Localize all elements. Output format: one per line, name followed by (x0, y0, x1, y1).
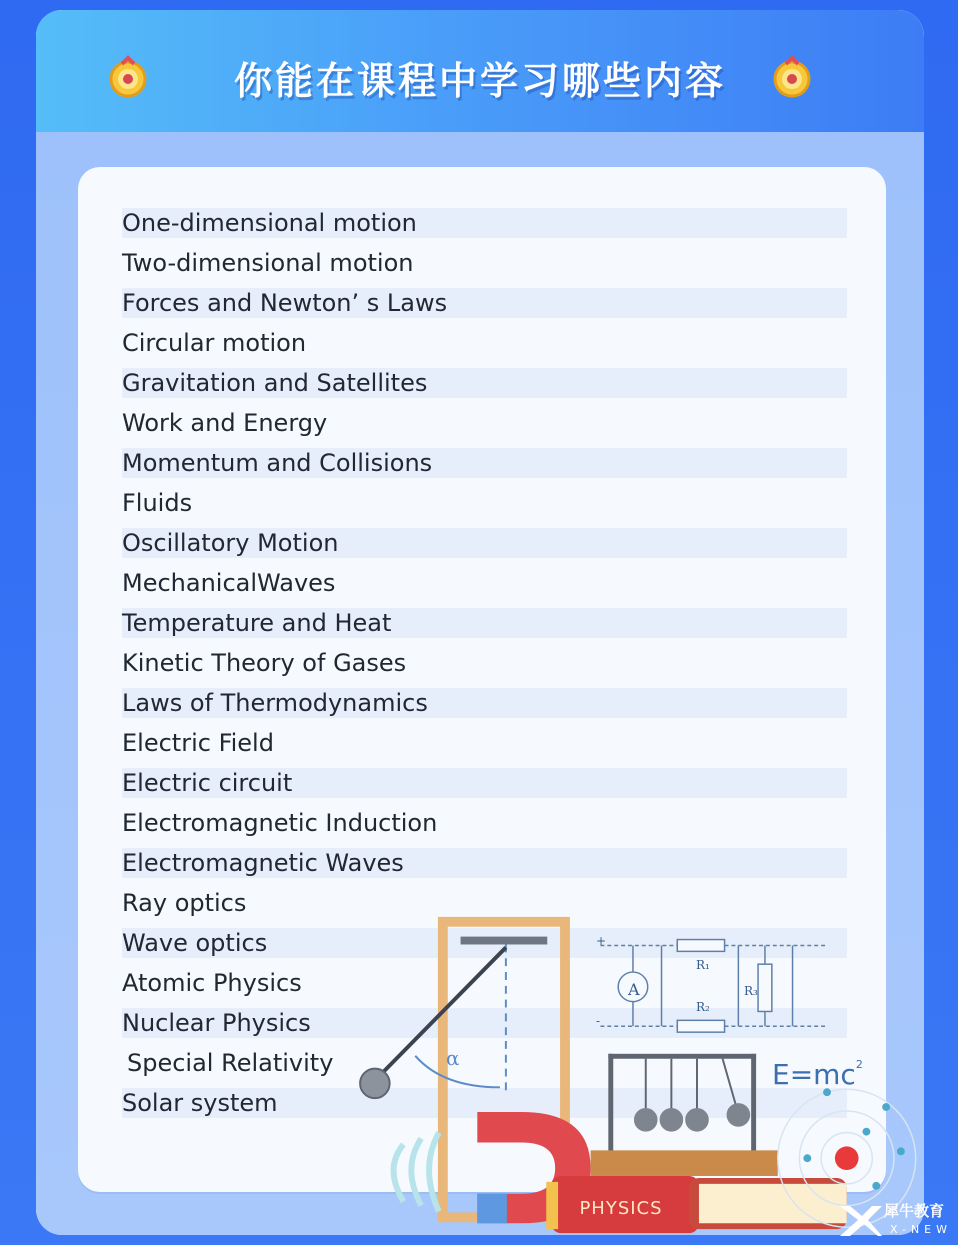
brand-logo (832, 1196, 958, 1245)
list-item: Solar system (111, 1088, 847, 1128)
list-item: Momentum and Collisions (111, 448, 847, 488)
list-item: Temperature and Heat (111, 608, 847, 648)
rhino-logo-icon (838, 1200, 884, 1240)
book-label: PHYSICS (579, 1198, 663, 1219)
list-item: MechanicalWaves (122, 569, 336, 597)
resistor-r1-label: R₁ (696, 958, 710, 972)
brand-sub: X-NEW (890, 1223, 953, 1236)
list-item: Gravitation and Satellites (111, 368, 847, 408)
page-title: 你能在课程中学习哪些内容 (233, 59, 726, 103)
ammeter-label: A (628, 980, 640, 999)
circuit-minus-label: - (596, 1014, 601, 1028)
list-item: Kinetic Theory of Gases (122, 649, 407, 677)
resistor-r2-label: R₂ (696, 1000, 710, 1014)
brand-name: 犀牛教育 (884, 1202, 945, 1220)
list-item: Ray optics (122, 889, 247, 917)
list-item: Circular motion (122, 329, 307, 357)
formula-label: $E=mc^2$ (772, 1058, 863, 1091)
list-item: Oscillatory Motion (111, 528, 847, 568)
list-item: Wave optics (111, 928, 847, 968)
list-item: Electromagnetic Induction (122, 809, 438, 837)
list-item: Forces and Newton’ s Laws (111, 288, 847, 328)
list-item: Special Relativity (127, 1049, 334, 1077)
list-item: Fluids (122, 489, 193, 517)
pendulum-angle-label: α (446, 1046, 460, 1070)
list-item: Nuclear Physics (111, 1008, 847, 1048)
medal-icon (770, 54, 814, 98)
list-item: Atomic Physics (122, 969, 302, 997)
list-item: Electric circuit (111, 768, 847, 808)
list-item: Electromagnetic Waves (111, 848, 847, 888)
list-item: Work and Energy (122, 409, 328, 437)
list-item: One-dimensional motion (111, 208, 847, 248)
circuit-plus-label: + (596, 934, 607, 948)
list-item: Laws of Thermodynamics (111, 688, 847, 728)
resistor-r3-label: R₃ (744, 984, 758, 998)
header-bar (36, 10, 924, 132)
list-item: Two-dimensional motion (122, 249, 414, 277)
list-item: Electric Field (122, 729, 274, 757)
newtons-cradle-icon (591, 1054, 778, 1176)
